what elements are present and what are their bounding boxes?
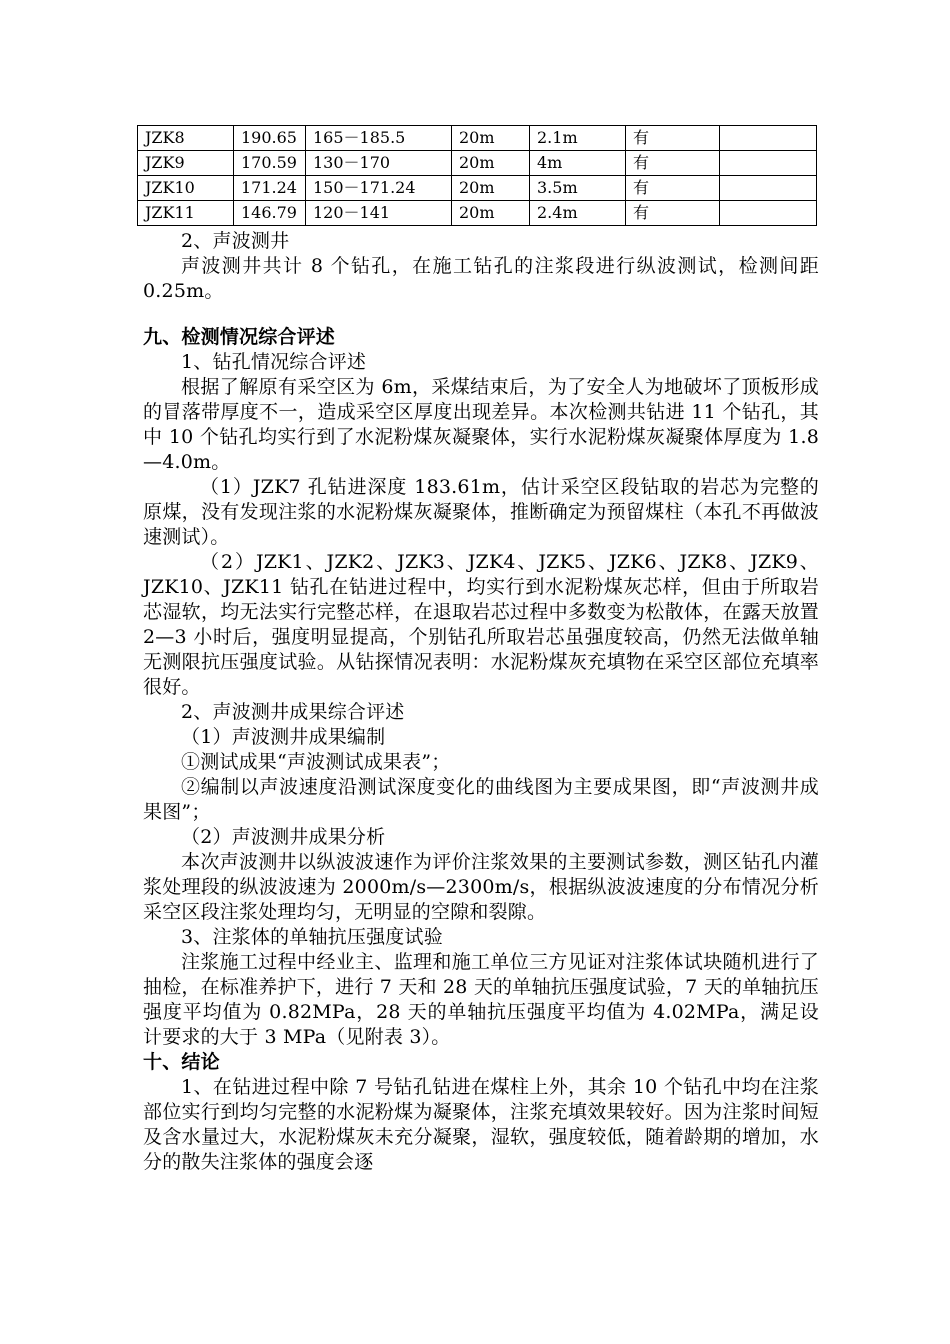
table-cell: 130－170 — [306, 151, 452, 176]
table-row — [138, 201, 817, 226]
table-cell: 171.24 — [234, 176, 306, 201]
table-body — [138, 126, 817, 226]
table-row — [138, 151, 817, 176]
table-cell: 165－185.5 — [306, 126, 452, 151]
drill-data-table — [137, 125, 817, 226]
table-cell: JZK9 — [138, 151, 234, 176]
section-heading: 十、结论 — [143, 1051, 220, 1073]
paragraph: 声波测井共计 8 个钻孔，在施工钻孔的注浆段进行纵波测试，检测间距 0.25m。 — [143, 255, 819, 302]
list-item: （1）声波测井成果编制 — [181, 726, 386, 748]
document-body — [143, 229, 819, 1175]
table-cell — [720, 201, 817, 226]
table-cell: 有 — [626, 151, 720, 176]
table-cell: 120－141 — [306, 201, 452, 226]
table-cell: 150－171.24 — [306, 176, 452, 201]
subheading: 3、注浆体的单轴抗压强度试验 — [181, 926, 443, 948]
table-cell: 20m — [452, 201, 530, 226]
table-row — [138, 126, 817, 151]
table-cell: JZK10 — [138, 176, 234, 201]
paragraph: （2）JZK1、JZK2、JZK3、JZK4、JZK5、JZK6、JZK8、JZK9、JZK10、JZK11 钻孔在钻进过程中，均实行到水泥粉煤灰芯样，但由于所取岩芯湿软，均无法实行完整芯样，在退取岩芯过程中多数变为松散体，在露天放置 2—3 小时后，强度明显提高，个别钻孔所取岩芯虽强度较高，仍然无法做单轴无测限抗压强度试验。从钻探情况表明：水泥粉煤灰充填物在采空区部位充填率很好。 — [143, 551, 819, 698]
table-cell: 有 — [626, 126, 720, 151]
table-cell: 2.4m — [530, 201, 626, 226]
paragraph: 1、在钻进过程中除 7 号钻孔钻进在煤柱上外，其余 10 个钻孔中均在注浆部位实行到均匀完整的水泥粉煤为凝聚体，注浆充填效果较好。因为注浆时间短及含水量过大，水泥粉煤灰未充分凝聚，湿软，强度较低，随着龄期的增加，水分的散失注浆体的强度会逐 — [143, 1076, 819, 1173]
table-cell: JZK8 — [138, 126, 234, 151]
table-cell: 20m — [452, 176, 530, 201]
table-cell — [720, 176, 817, 201]
list-item: ②编制以声波速度沿测试深度变化的曲线图为主要成果图，即“声波测井成果图”； — [143, 776, 819, 823]
list-item: （2）声波测井成果分析 — [181, 826, 386, 848]
table-cell: 4m — [530, 151, 626, 176]
section-heading: 九、检测情况综合评述 — [143, 326, 336, 348]
subheading: 2、声波测井 — [181, 230, 290, 252]
table-cell: 170.59 — [234, 151, 306, 176]
list-item: ①测试成果“声波测试成果表”； — [181, 751, 451, 773]
table-cell: 20m — [452, 151, 530, 176]
table-cell: 190.65 — [234, 126, 306, 151]
table-cell: 146.79 — [234, 201, 306, 226]
table-cell — [720, 151, 817, 176]
table-cell: 有 — [626, 201, 720, 226]
paragraph: 本次声波测井以纵波波速作为评价注浆效果的主要测试参数，测区钻孔内灌浆处理段的纵波波速为 2000m/s—2300m/s，根据纵波波速度的分布情况分析采空区段注浆处理均匀，无明显的空隙和裂隙。 — [143, 851, 819, 923]
subheading: 2、声波测井成果综合评述 — [181, 701, 405, 723]
paragraph: （1）JZK7 孔钻进深度 183.61m，估计采空区段钻取的岩芯为完整的原煤，没有发现注浆的水泥粉煤灰凝聚体，推断确定为预留煤柱（本孔不再做波速测试）。 — [143, 476, 819, 548]
table-cell: 2.1m — [530, 126, 626, 151]
paragraph: 根据了解原有采空区为 6m，采煤结束后，为了安全人为地破坏了顶板形成的冒落带厚度不一，造成采空区厚度出现差异。本次检测共钻进 11 个钻孔，其中 10 个钻孔均实行到了水泥粉煤灰凝聚体，实行水泥粉煤灰凝聚体厚度为 1.8—4.0m。 — [143, 376, 819, 473]
table-cell: JZK11 — [138, 201, 234, 226]
table-row — [138, 176, 817, 201]
paragraph: 注浆施工过程中经业主、监理和施工单位三方见证对注浆体试块随机进行了抽检，在标准养护下，进行 7 天和 28 天的单轴抗压强度试验，7 天的单轴抗压强度平均值为 0.82MPa，28 天的单轴抗压强度平均值为 4.02MPa，满足设计要求的大于 3 MPa（见附表 3）。 — [143, 951, 819, 1048]
table-cell: 有 — [626, 176, 720, 201]
subheading: 1、钻孔情况综合评述 — [181, 351, 367, 373]
table-cell: 3.5m — [530, 176, 626, 201]
table-cell — [720, 126, 817, 151]
table-cell: 20m — [452, 126, 530, 151]
